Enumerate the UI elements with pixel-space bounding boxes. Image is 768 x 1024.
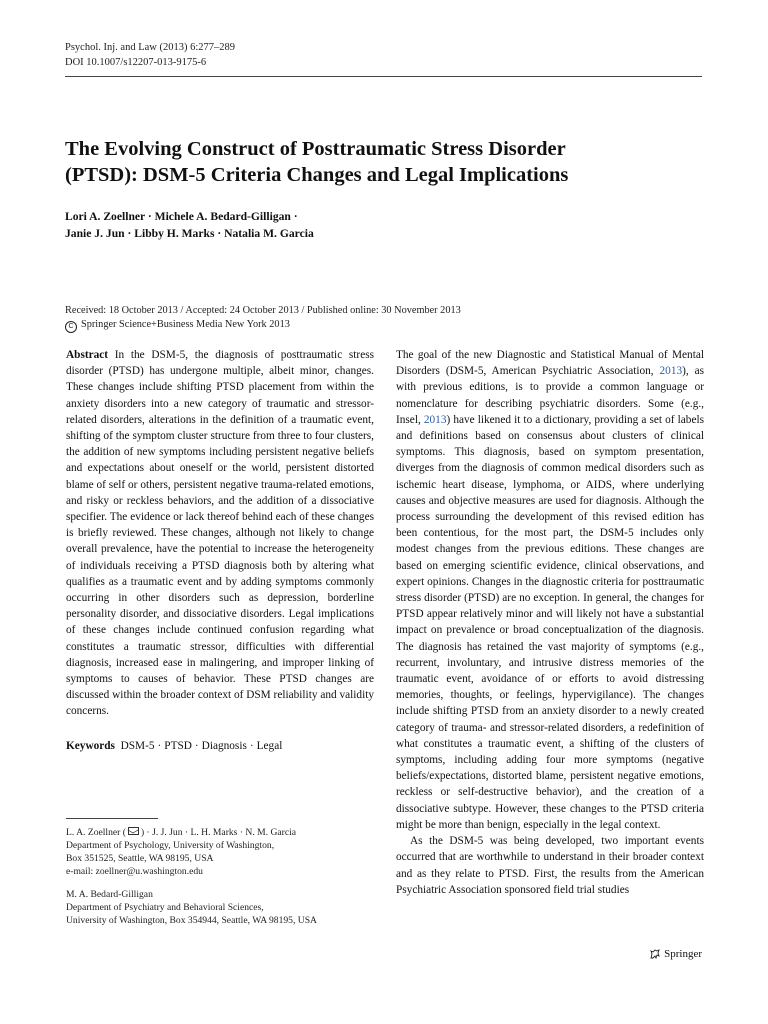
article-title <box>65 136 715 188</box>
affiliation-1 <box>66 826 386 878</box>
affiliation-1-coauthors: ) · J. J. Jun · L. H. Marks · N. M. Garcia <box>140 827 297 838</box>
springer-horse-icon <box>649 948 661 960</box>
header-rule <box>65 76 702 77</box>
citation-link[interactable]: 2013 <box>423 413 447 426</box>
left-column <box>66 347 374 754</box>
footnote-rule <box>66 818 158 819</box>
doi-line: DOI 10.1007/s12207-013-9175-6 <box>65 57 207 68</box>
authors-line-2: Janie J. Jun · Libby H. Marks · Natalia M. Garcia <box>65 227 314 240</box>
keywords-label: Keywords <box>66 739 115 752</box>
publisher-name: Springer <box>664 948 702 960</box>
affiliation-1-author-name: L. A. Zoellner ( <box>66 827 126 838</box>
journal-line: Psychol. Inj. and Law (2013) 6:277–289 <box>65 42 236 53</box>
keywords: Keywords DSM-5 · PTSD · Diagnosis · Legal <box>66 739 283 752</box>
affiliation-1-address: Box 351525, Seattle, WA 98195, USA <box>66 853 214 864</box>
keyword: PTSD <box>164 739 192 752</box>
body-paragraph-1 <box>396 347 704 833</box>
keyword: DSM-5 <box>120 739 155 752</box>
affiliation-1-email: e-mail: zoellner@u.washington.edu <box>66 866 203 877</box>
copyright-line <box>65 318 705 333</box>
keyword: Diagnosis <box>201 739 247 752</box>
p1-text-a: The goal of the new Diagnostic and Statistical Manual of Mental Disorders (DSM-5, American Psychiatric Association, <box>396 349 704 378</box>
affiliation-2-dept: Department of Psychiatry and Behavioral Sciences, <box>66 902 264 913</box>
body-paragraph-2: As the DSM-5 was being developed, two important events occurred that are worthwhile to understand in their broader context and as they relate to PTSD. First, the results from the American Psychiatric Association sponsored field trial studies <box>396 835 704 896</box>
dates-line: Received: 18 October 2013 / Accepted: 24 October 2013 / Published online: 30 November 2013 <box>65 305 461 316</box>
journal-citation <box>65 40 235 70</box>
affiliation-1-authors <box>66 826 386 839</box>
authors-line-1: Lori A. Zoellner · Michele A. Bedard-Gilligan · <box>65 210 298 223</box>
copyright-icon: C <box>65 321 77 333</box>
p1-text-c: ) have likened it to a dictionary, providing a set of labels and definitions based on consensus about clusters of clinical symptoms. This diagnosis, based on symptom presentation, diverges from the diagnosis of common medical disorders such as ischemic heart disease, lymphoma, or AIDS, where underlying causes and objective measures are used for diagnosis. Although the process surrounding the development of this revised edition has been contentious, for the most part, the DSM-5 includes only modest changes from the previous editions. These changes are based on emerging scientific evidence, clinical observations, and expert opinions. Changes in the diagnostic criteria for posttraumatic stress disorder (PTSD) are no exception. In general, the changes for PTSD appear relatively minor and will likely not have a substantial impact on prevalence or broad conceptualization of the diagnosis. The diagnosis has retained the vast majority of symptoms (e.g., recurrent, involuntary, and intrusive distress memories of the traumatic event, avoidance of or efforts to avoid distressing memories, thoughts, or feelings, hypervigilance). The changes include shifting PTSD from an anxiety disorder to a newly created category of trauma- and stressor-related disorders, a redefinition of what constitutes a traumatic event, a shifting of the clusters of symptoms, including adding four more symptoms (negative beliefs/expectations, distorted blame, persistent negative emotions, reckless or self-destructive behavior), and the creation of a dissociative subtype. However, these changes to the PTSD criteria might be more than benign, especially in the legal context. <box>396 413 704 831</box>
right-column <box>396 347 704 898</box>
affiliation-2-address: University of Washington, Box 354944, Seattle, WA 98195, USA <box>66 915 317 926</box>
affiliation-1-dept: Department of Psychology, University of Washington, <box>66 840 275 851</box>
publisher-logo <box>649 948 702 960</box>
affiliation-2-author: M. A. Bedard-Gilligan <box>66 889 153 900</box>
p1-text-b: ), as with previous editions, is to provide a common language or nomenclature for describing psychiatric disorders. Some (e.g., Insel, <box>396 365 704 426</box>
title-line-2: (PTSD): DSM-5 Criteria Changes and Legal Implications <box>65 164 569 186</box>
envelope-icon <box>128 827 139 835</box>
abstract-text: In the DSM-5, the diagnosis of posttraumatic stress disorder (PTSD) has undergone multiple, albeit minor, changes. These changes include shifting PTSD placement from within the anxiety disorders into a new category of traumatic and stressor-related disorders, alterations in the definition of a traumatic event, shifting of the symptom cluster structure from three to four clusters, the addition of new symptoms including persistent negative beliefs and expectations about oneself or the world, persistent distorted blame of self or others, persistent negative trauma-related emotions, and risky or reckless behaviors, and the addition of a dissociative specifier. The evidence or lack thereof behind each of these changes is briefly reviewed. These changes, although not likely to change overall prevalence, have the potential to increase the heterogeneity of individuals receiving a PTSD diagnosis both by altering what qualifies as a traumatic event and by adding symptoms commonly occurring in other disorders such as depression, borderline personality disorder, and dissociative disorders. Legal implications of these changes include continued confusion regarding what constitutes a traumatic stressor, difficulties with differential diagnosis, increased ease in malingering, and improper linking of symptoms to causes of behavior. These PTSD changes are discussed within the broader context of DSM reliability and validity concerns. <box>66 349 375 718</box>
abstract-label: Abstract <box>66 349 109 361</box>
publication-dates <box>65 304 705 333</box>
author-list <box>65 208 705 242</box>
abstract <box>66 347 374 720</box>
title-line-1: The Evolving Construct of Posttraumatic Stress Disorder <box>65 138 566 160</box>
affiliation-2 <box>66 888 386 927</box>
copyright-text: Springer Science+Business Media New York 2013 <box>81 319 290 330</box>
keyword: Legal <box>256 739 283 752</box>
citation-link[interactable]: 2013 <box>659 365 683 378</box>
